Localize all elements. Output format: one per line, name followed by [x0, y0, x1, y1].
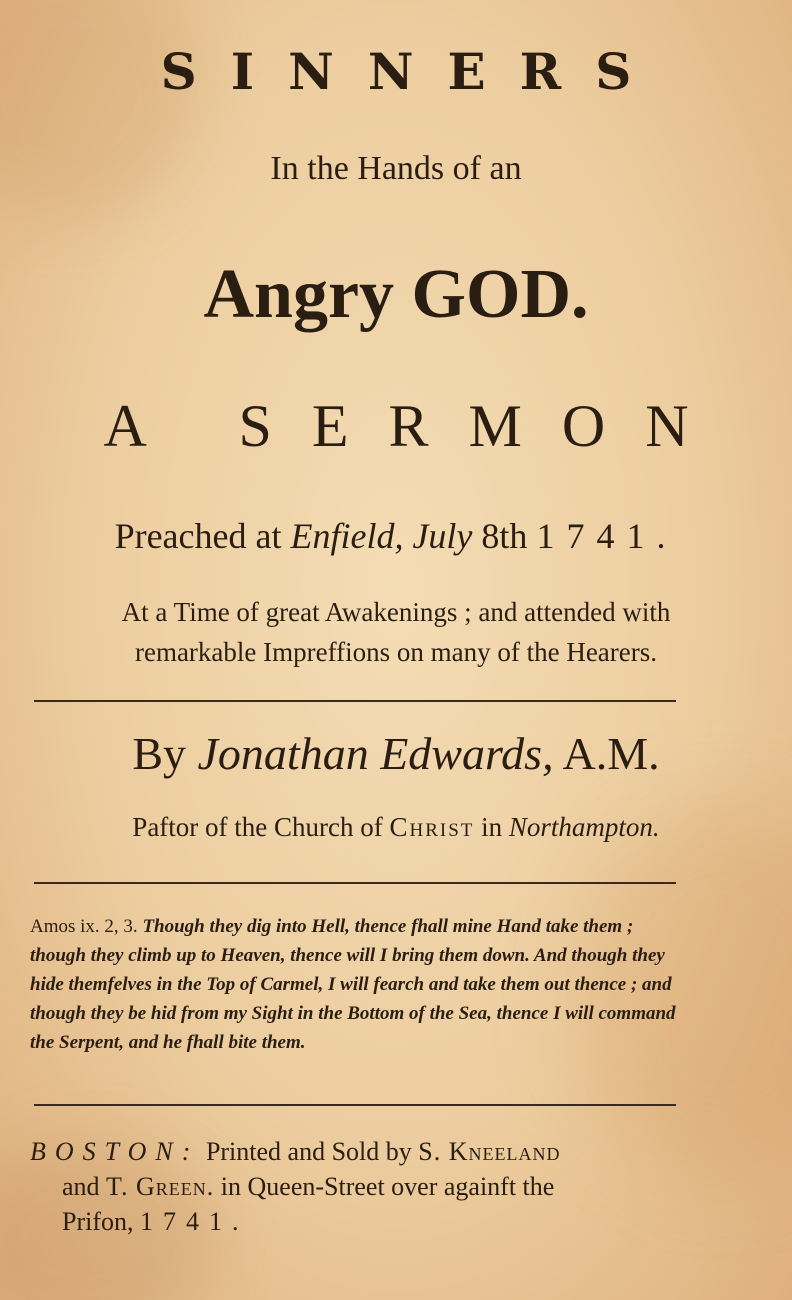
title-line-3: Angry GOD.: [203, 256, 589, 333]
preached-line: [0, 515, 792, 557]
position-church: Christ: [389, 812, 475, 842]
imprint-year: 1741.: [140, 1207, 249, 1236]
position-in: in: [481, 812, 503, 842]
occasion-line-2: remarkable Impreffions on many of the Hearers.: [134, 637, 658, 667]
epigraph: [30, 912, 680, 1057]
position-town: Northampton.: [508, 812, 660, 842]
author-name: Jonathan Edwards,: [197, 728, 554, 779]
imprint-line-1: Printed and Sold by: [205, 1137, 412, 1166]
epigraph-text: Though they dig into Hell, thence fhall mine Hand take them ; though they climb up to Heaven, thence will I bring them down. And though they hide themfelves in the Top of Carmel, I will fearch and take them out thence ; and though they be hid from my Sight in the Bottom of the Sea, thence I will command the Serpent, and he fhall bite them.: [30, 916, 676, 1053]
imprint-city: BOSTON:: [30, 1137, 200, 1166]
imprint-line-2-post: in Queen-Street over againft the: [220, 1172, 555, 1201]
occasion: [0, 592, 792, 672]
title-line-1: SINNERS: [160, 42, 666, 101]
imprint: [30, 1134, 690, 1239]
occasion-line-1: At a Time of great Awakenings ; and attended with: [121, 597, 671, 627]
preached-day: 8th: [481, 516, 528, 556]
imprint-printer-1: S. Kneeland: [418, 1137, 561, 1166]
horizontal-rule: [34, 700, 676, 702]
horizontal-rule: [34, 1104, 676, 1106]
epigraph-reference: Amos ix. 2, 3.: [30, 916, 138, 937]
preached-year: 1741.: [536, 516, 678, 556]
author-line: [0, 727, 792, 780]
horizontal-rule: [34, 882, 676, 884]
imprint-line-3: Prifon,: [62, 1207, 134, 1236]
imprint-line-2-pre: and: [62, 1172, 100, 1201]
title-line-2: In the Hands of an: [270, 150, 522, 187]
author-position: [0, 812, 792, 843]
imprint-printer-2: T. Green.: [106, 1172, 215, 1201]
subtitle: A SERMON: [103, 393, 729, 459]
author-degree: A.M.: [562, 728, 660, 779]
author-by: By: [132, 728, 186, 779]
preached-prefix: Preached at: [114, 516, 282, 556]
preached-month: July: [412, 516, 473, 556]
position-prefix: Paftor of the Church of: [132, 812, 383, 842]
preached-place: Enfield,: [290, 516, 404, 556]
